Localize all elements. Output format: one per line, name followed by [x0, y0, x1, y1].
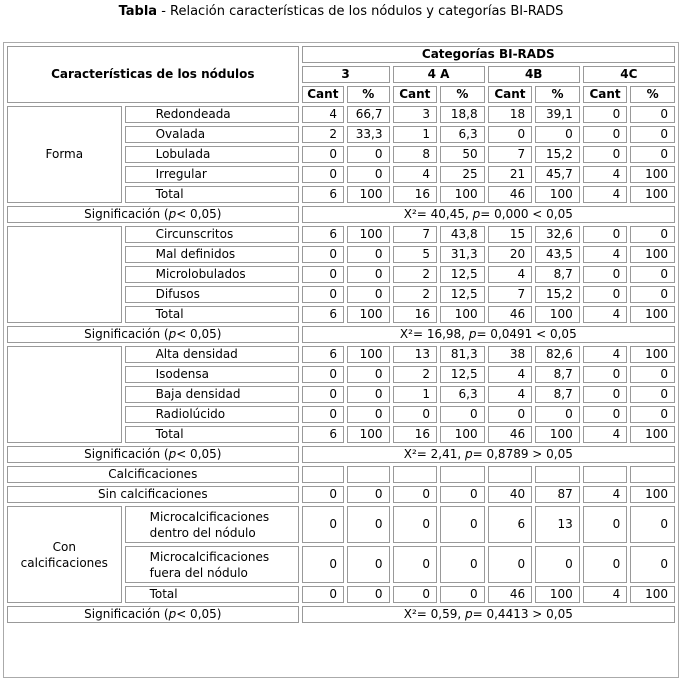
pct-header: %: [535, 86, 580, 103]
group-label: [7, 346, 122, 443]
chi-a: X²= 16,98,: [399, 327, 469, 341]
sig-prefix: Significación (: [84, 607, 169, 621]
group-header: Categorías BI-RADS: [302, 46, 675, 63]
value-cell: 0: [630, 366, 675, 383]
significance-row: [7, 206, 675, 223]
value-cell: 46: [488, 586, 533, 603]
value-cell: 0: [302, 146, 344, 163]
table-caption: [0, 0, 682, 30]
value-cell: 0: [583, 266, 628, 283]
table-row: [7, 506, 675, 543]
row-name: Alta densidad: [125, 346, 299, 363]
value-cell: 81,3: [440, 346, 485, 363]
row-name: Sin calcificaciones: [7, 486, 299, 503]
empty-cell: [583, 466, 628, 483]
significance-row: [7, 606, 675, 623]
table-row: [7, 486, 675, 503]
chi-b: = 0,000 < 0,05: [480, 207, 573, 221]
value-cell: 39,1: [535, 106, 580, 123]
value-cell: 25: [440, 166, 485, 183]
row-name: Radiolúcido: [125, 406, 299, 423]
value-cell: 4: [488, 266, 533, 283]
row-name: Lobulada: [125, 146, 299, 163]
value-cell: 100: [347, 186, 389, 203]
row-name: Mal definidos: [125, 246, 299, 263]
pct-header: %: [440, 86, 485, 103]
value-cell: 0: [347, 406, 389, 423]
value-cell: 100: [630, 306, 675, 323]
value-cell: 0: [302, 546, 344, 583]
value-cell: 4: [488, 386, 533, 403]
cant-header: Cant: [583, 86, 628, 103]
value-cell: 100: [347, 346, 389, 363]
value-cell: 45,7: [535, 166, 580, 183]
category-header: 4 A: [393, 66, 485, 83]
value-cell: 0: [347, 286, 389, 303]
significance-label: [7, 446, 299, 463]
calcificaciones-title-row: [7, 466, 675, 483]
row-name: Total: [125, 586, 299, 603]
value-cell: 100: [630, 346, 675, 363]
value-cell: 6,3: [440, 386, 485, 403]
value-cell: 0: [630, 106, 675, 123]
value-cell: 46: [488, 426, 533, 443]
chi-p: p: [464, 447, 473, 461]
value-cell: 0: [393, 506, 438, 543]
significance-label: [7, 206, 299, 223]
value-cell: 0: [302, 286, 344, 303]
value-cell: 100: [347, 426, 389, 443]
chi-b: = 0,0491 < 0,05: [476, 327, 577, 341]
value-cell: 0: [440, 586, 485, 603]
value-cell: 4: [583, 426, 628, 443]
value-cell: 33,3: [347, 126, 389, 143]
value-cell: 0: [583, 126, 628, 143]
category-header: 4B: [488, 66, 580, 83]
value-cell: 0: [302, 406, 344, 423]
sig-suffix: < 0,05): [176, 207, 222, 221]
table-body: [7, 46, 675, 623]
value-cell: 8,7: [535, 386, 580, 403]
value-cell: 0: [347, 146, 389, 163]
value-cell: 0: [535, 406, 580, 423]
value-cell: 16: [393, 186, 438, 203]
value-cell: 0: [535, 546, 580, 583]
significance-row: [7, 446, 675, 463]
cant-header: Cant: [393, 86, 438, 103]
value-cell: 0: [302, 266, 344, 283]
value-cell: 87: [535, 486, 580, 503]
value-cell: 8,7: [535, 366, 580, 383]
value-cell: 0: [630, 226, 675, 243]
chi-square-result: [302, 606, 675, 623]
value-cell: 46: [488, 186, 533, 203]
value-cell: 0: [583, 546, 628, 583]
value-cell: 0: [302, 506, 344, 543]
empty-cell: [393, 466, 438, 483]
value-cell: 0: [347, 486, 389, 503]
chi-square-result: [302, 446, 675, 463]
row-name: Irregular: [125, 166, 299, 183]
value-cell: 0: [347, 586, 389, 603]
table-frame: [3, 42, 679, 678]
table-row: [7, 346, 675, 363]
table-row: [7, 226, 675, 243]
value-cell: 0: [302, 366, 344, 383]
value-cell: 0: [440, 506, 485, 543]
value-cell: 6,3: [440, 126, 485, 143]
value-cell: 18: [488, 106, 533, 123]
value-cell: 18,8: [440, 106, 485, 123]
value-cell: 1: [393, 126, 438, 143]
value-cell: 100: [440, 306, 485, 323]
group-label: Con calcificaciones: [7, 506, 122, 603]
value-cell: 40: [488, 486, 533, 503]
value-cell: 0: [302, 486, 344, 503]
value-cell: 100: [535, 186, 580, 203]
chi-square-result: [302, 326, 675, 343]
value-cell: 0: [583, 406, 628, 423]
value-cell: 4: [583, 306, 628, 323]
value-cell: 0: [583, 286, 628, 303]
sig-suffix: < 0,05): [176, 607, 222, 621]
value-cell: 0: [302, 586, 344, 603]
value-cell: 100: [630, 426, 675, 443]
value-cell: 0: [302, 386, 344, 403]
value-cell: 50: [440, 146, 485, 163]
chi-b: = 0,4413 > 0,05: [472, 607, 573, 621]
value-cell: 4: [393, 166, 438, 183]
value-cell: 43,8: [440, 226, 485, 243]
value-cell: 0: [630, 386, 675, 403]
pct-header: %: [347, 86, 389, 103]
empty-cell: [630, 466, 675, 483]
value-cell: 0: [440, 546, 485, 583]
value-cell: 6: [302, 226, 344, 243]
sig-prefix: Significación (: [84, 447, 169, 461]
value-cell: 32,6: [535, 226, 580, 243]
row-name: Total: [125, 426, 299, 443]
value-cell: 4: [583, 166, 628, 183]
value-cell: 4: [583, 486, 628, 503]
chi-p: p: [468, 327, 477, 341]
value-cell: 8: [393, 146, 438, 163]
value-cell: 0: [347, 266, 389, 283]
value-cell: 0: [488, 126, 533, 143]
value-cell: 0: [347, 246, 389, 263]
value-cell: 0: [347, 366, 389, 383]
value-cell: 0: [347, 506, 389, 543]
value-cell: 0: [630, 546, 675, 583]
value-cell: 13: [393, 346, 438, 363]
value-cell: 0: [583, 366, 628, 383]
value-cell: 4: [583, 186, 628, 203]
data-table: [4, 43, 678, 626]
group-label: Forma: [7, 106, 122, 203]
value-cell: 4: [583, 246, 628, 263]
sig-p: p: [168, 607, 177, 621]
value-cell: 0: [393, 546, 438, 583]
header-row-1: [7, 46, 675, 63]
chi-a: X²= 0,59,: [403, 607, 465, 621]
value-cell: 0: [440, 486, 485, 503]
value-cell: 0: [583, 146, 628, 163]
value-cell: 16: [393, 306, 438, 323]
value-cell: 6: [302, 306, 344, 323]
value-cell: 0: [583, 506, 628, 543]
value-cell: 0: [488, 546, 533, 583]
row-name: Redondeada: [125, 106, 299, 123]
value-cell: 0: [630, 126, 675, 143]
row-name: Total: [125, 186, 299, 203]
value-cell: 100: [347, 306, 389, 323]
cant-header: Cant: [488, 86, 533, 103]
sig-prefix: Significación (: [84, 207, 169, 221]
row-name: Microcalcificaciones fuera del nódulo: [125, 546, 299, 583]
empty-cell: [347, 466, 389, 483]
sig-prefix: Significación (: [84, 327, 169, 341]
value-cell: 100: [535, 586, 580, 603]
category-header: 4C: [583, 66, 675, 83]
value-cell: 0: [393, 486, 438, 503]
value-cell: 100: [535, 426, 580, 443]
value-cell: 0: [347, 166, 389, 183]
chi-p: p: [472, 207, 481, 221]
significance-label: [7, 606, 299, 623]
row-name: Microcalcificaciones dentro del nódulo: [125, 506, 299, 543]
value-cell: 5: [393, 246, 438, 263]
value-cell: 7: [488, 146, 533, 163]
value-cell: 6: [302, 346, 344, 363]
value-cell: 0: [347, 386, 389, 403]
value-cell: 31,3: [440, 246, 485, 263]
value-cell: 0: [630, 146, 675, 163]
sig-suffix: < 0,05): [176, 447, 222, 461]
row-name: Microlobulados: [125, 266, 299, 283]
value-cell: 6: [302, 426, 344, 443]
significance-row: [7, 326, 675, 343]
value-cell: 100: [347, 226, 389, 243]
value-cell: 82,6: [535, 346, 580, 363]
group-label: [7, 226, 122, 323]
row-label-header: Características de los nódulos: [7, 46, 299, 103]
value-cell: 2: [393, 266, 438, 283]
value-cell: 15: [488, 226, 533, 243]
value-cell: 6: [302, 186, 344, 203]
value-cell: 0: [630, 406, 675, 423]
empty-cell: [440, 466, 485, 483]
value-cell: 0: [583, 106, 628, 123]
value-cell: 100: [535, 306, 580, 323]
value-cell: 0: [347, 546, 389, 583]
value-cell: 21: [488, 166, 533, 183]
chi-square-result: [302, 206, 675, 223]
value-cell: 7: [393, 226, 438, 243]
value-cell: 2: [393, 366, 438, 383]
row-name: Total: [125, 306, 299, 323]
value-cell: 43,5: [535, 246, 580, 263]
value-cell: 46: [488, 306, 533, 323]
value-cell: 0: [583, 226, 628, 243]
value-cell: 2: [302, 126, 344, 143]
value-cell: 100: [630, 186, 675, 203]
value-cell: 100: [630, 586, 675, 603]
value-cell: 4: [583, 586, 628, 603]
value-cell: 0: [393, 406, 438, 423]
value-cell: 0: [393, 586, 438, 603]
value-cell: 12,5: [440, 266, 485, 283]
table-row: [7, 106, 675, 123]
chi-a: X²= 40,45,: [403, 207, 473, 221]
value-cell: 12,5: [440, 286, 485, 303]
value-cell: 100: [440, 186, 485, 203]
empty-cell: [488, 466, 533, 483]
value-cell: 4: [302, 106, 344, 123]
sig-p: p: [168, 327, 177, 341]
value-cell: 0: [302, 166, 344, 183]
value-cell: 0: [440, 406, 485, 423]
value-cell: 2: [393, 286, 438, 303]
value-cell: 1: [393, 386, 438, 403]
value-cell: 4: [583, 346, 628, 363]
significance-label: [7, 326, 299, 343]
value-cell: 16: [393, 426, 438, 443]
value-cell: 100: [630, 486, 675, 503]
row-name: Isodensa: [125, 366, 299, 383]
value-cell: 0: [488, 406, 533, 423]
empty-cell: [535, 466, 580, 483]
value-cell: 15,2: [535, 146, 580, 163]
sig-p: p: [168, 447, 177, 461]
calcificaciones-title: Calcificaciones: [7, 466, 299, 483]
chi-p: p: [464, 607, 473, 621]
chi-b: = 0,8789 > 0,05: [472, 447, 573, 461]
empty-cell: [302, 466, 344, 483]
value-cell: 8,7: [535, 266, 580, 283]
value-cell: 38: [488, 346, 533, 363]
row-name: Difusos: [125, 286, 299, 303]
value-cell: 100: [630, 166, 675, 183]
value-cell: 100: [630, 246, 675, 263]
value-cell: 12,5: [440, 366, 485, 383]
chi-a: X²= 2,41,: [403, 447, 465, 461]
sig-p: p: [168, 207, 177, 221]
value-cell: 0: [630, 266, 675, 283]
value-cell: 13: [535, 506, 580, 543]
sig-suffix: < 0,05): [176, 327, 222, 341]
category-header: 3: [302, 66, 390, 83]
caption-bold: Tabla: [118, 4, 158, 19]
row-name: Circunscritos: [125, 226, 299, 243]
value-cell: 66,7: [347, 106, 389, 123]
value-cell: 0: [630, 286, 675, 303]
value-cell: 4: [488, 366, 533, 383]
value-cell: 100: [440, 426, 485, 443]
value-cell: 7: [488, 286, 533, 303]
cant-header: Cant: [302, 86, 344, 103]
value-cell: 3: [393, 106, 438, 123]
value-cell: 0: [302, 246, 344, 263]
value-cell: 0: [583, 386, 628, 403]
value-cell: 0: [535, 126, 580, 143]
value-cell: 15,2: [535, 286, 580, 303]
value-cell: 20: [488, 246, 533, 263]
row-name: Ovalada: [125, 126, 299, 143]
value-cell: 6: [488, 506, 533, 543]
pct-header: %: [630, 86, 675, 103]
row-name: Baja densidad: [125, 386, 299, 403]
value-cell: 0: [630, 506, 675, 543]
caption-text: - Relación características de los nódulos y categorías BI-RADS: [157, 4, 564, 19]
